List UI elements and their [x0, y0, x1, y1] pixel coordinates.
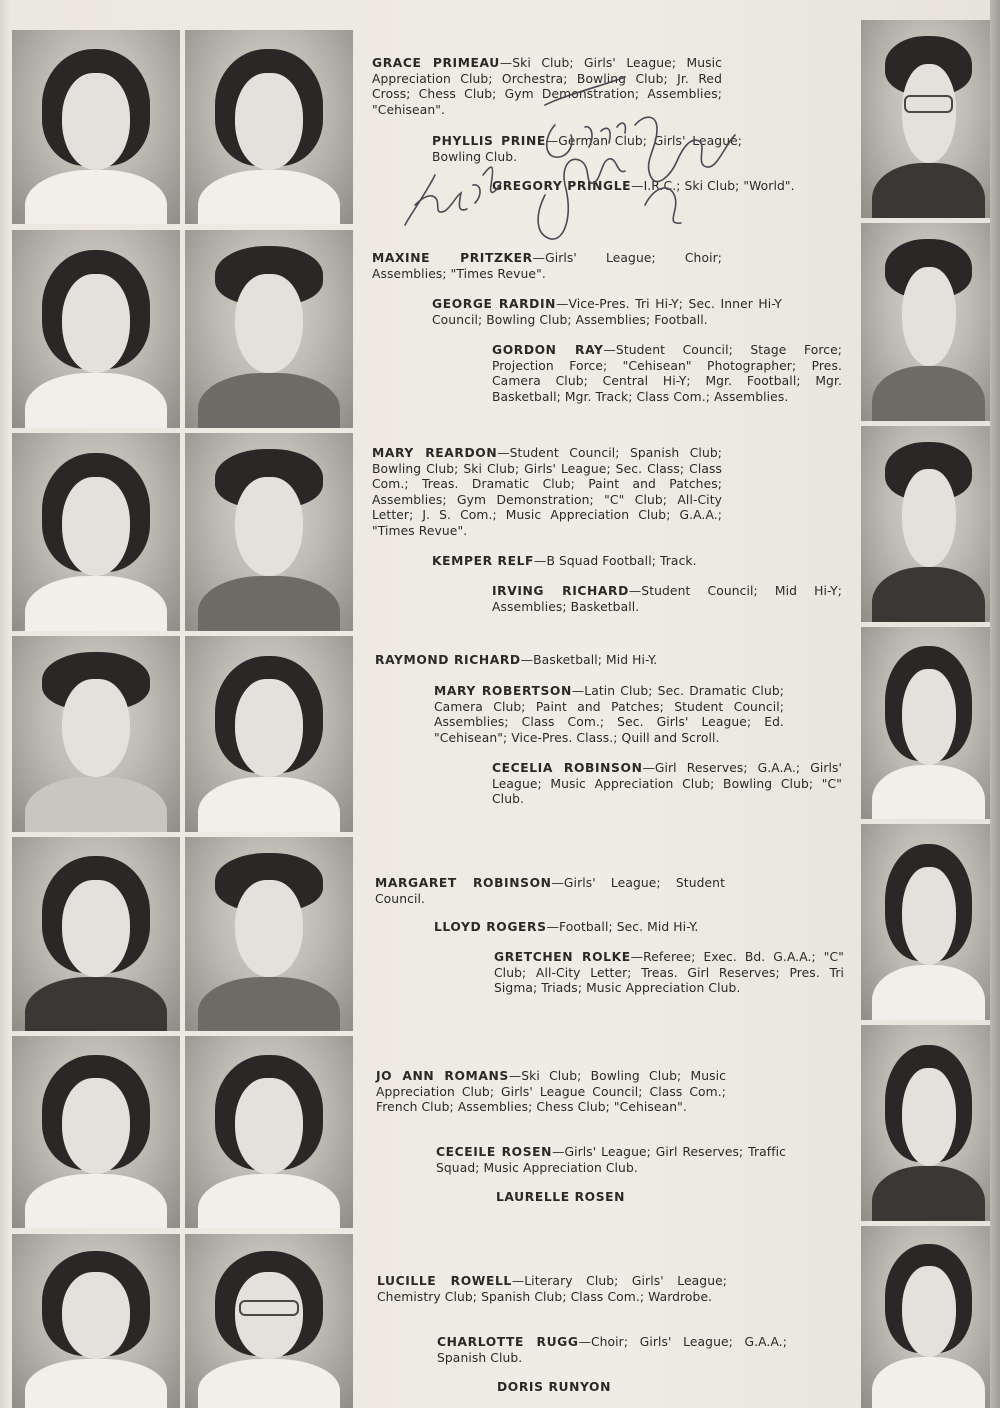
student-entry — [496, 1190, 796, 1206]
student-activities: —Basketball; Mid Hi-Y. — [520, 653, 658, 667]
portrait-photo — [12, 1234, 180, 1408]
student-entry — [375, 876, 725, 907]
portrait-photo — [12, 837, 180, 1031]
student-activities: —German Club; Girls' League; Bowling Club. — [432, 134, 742, 164]
student-activities: —B Squad Football; Track. — [534, 554, 697, 568]
portrait-photo — [12, 230, 180, 428]
student-name: CECELIA ROBINSON — [492, 761, 643, 775]
student-name: LUCILLE ROWELL — [377, 1274, 512, 1288]
portrait-photo — [12, 636, 180, 832]
student-entry — [434, 920, 784, 936]
student-entry — [377, 1274, 727, 1305]
student-activities: —Latin Club; Sec. Dramatic Club; Camera Club; Paint and Patches; Student Council; Assemblies; Class Com.; Sec. Girls' League; Ed. "Cehisean"; Vice-Pres. Class.; Quill and Scroll. — [434, 684, 784, 745]
student-name: GRACE PRIMEAU — [372, 56, 500, 70]
student-entry — [432, 134, 742, 165]
portrait-photo — [12, 1036, 180, 1228]
student-activities: —Choir; Girls' League; G.A.A.; Spanish Club. — [437, 1335, 787, 1365]
student-name: CHARLOTTE RUGG — [437, 1335, 579, 1349]
student-activities: —Student Council; Mid Hi-Y; Assemblies; Basketball. — [492, 584, 842, 614]
portrait-photo — [12, 433, 180, 631]
student-entry — [432, 297, 782, 328]
student-name: GREGORY PRINGLE — [492, 179, 632, 193]
student-activities: —Football; Sec. Mid Hi-Y. — [546, 920, 699, 934]
student-name: PHYLLIS PRINE — [432, 134, 546, 148]
portrait-photo — [185, 837, 353, 1031]
student-entry — [492, 761, 842, 808]
student-entry — [376, 1069, 726, 1116]
portrait-photo — [861, 223, 996, 421]
portrait-photo — [861, 1226, 996, 1408]
student-entry — [437, 1335, 787, 1366]
student-activities: —Literary Club; Girls' League; Chemistry Club; Spanish Club; Class Com.; Wardrobe. — [377, 1274, 727, 1304]
student-entry — [492, 179, 842, 195]
portrait-photo — [185, 1036, 353, 1228]
student-activities: —Student Council; Stage Force; Projection Force; "Cehisean" Photographer; Pres. Camera Club; Central Hi-Y; Mgr. Football; Mgr. Basketball; Mgr. Track; Class Com.; Assemblies. — [492, 343, 843, 404]
student-name: CECEILE ROSEN — [436, 1145, 553, 1159]
student-name: LLOYD ROGERS — [434, 920, 547, 934]
portrait-photo — [185, 30, 353, 224]
student-name: GRETCHEN ROLKE — [494, 950, 631, 964]
student-entry — [434, 684, 784, 746]
student-name: GORDON RAY — [492, 343, 604, 357]
student-entry — [372, 251, 722, 282]
student-activities: —Girls' League; Choir; Assemblies; "Times Revue". — [372, 251, 722, 281]
student-activities: —Referee; Exec. Bd. G.A.A.; "C" Club; All-City Letter; Treas. Girl Reserves; Pres. Tri Sigma; Triads; Music Appreciation Club. — [494, 950, 844, 995]
portrait-photo — [185, 433, 353, 631]
portrait-photo — [185, 636, 353, 832]
student-activities: —Vice-Pres. Tri Hi-Y; Sec. Inner Hi-Y Council; Bowling Club; Assemblies; Football. — [432, 297, 782, 327]
student-name: GEORGE RARDIN — [432, 297, 557, 311]
student-entry — [432, 554, 782, 570]
student-entry — [372, 446, 722, 539]
student-entry — [494, 950, 844, 997]
student-name: MAXINE PRITZKER — [372, 251, 533, 265]
student-activities: —Ski Club; Bowling Club; Music Appreciation Club; Girls' League Council; Class Com.; French Club; Assemblies; Chess Club; "Cehisean". — [376, 1069, 726, 1114]
portrait-photo — [861, 1025, 996, 1221]
student-entry — [372, 56, 722, 118]
student-name: RAYMOND RICHARD — [375, 653, 521, 667]
student-name: DORIS RUNYON — [497, 1380, 611, 1394]
portrait-photo — [12, 30, 180, 224]
student-entry — [436, 1145, 786, 1176]
portrait-photo — [861, 20, 996, 218]
student-entry — [375, 653, 725, 669]
student-name: MARGARET ROBINSON — [375, 876, 552, 890]
student-activities: —Girls' League; Student Council. — [375, 876, 725, 906]
student-name: MARY ROBERTSON — [434, 684, 572, 698]
student-name: LAURELLE ROSEN — [496, 1190, 626, 1204]
student-entry — [492, 584, 842, 615]
portrait-photo — [861, 426, 996, 622]
student-name: JO ANN ROMANS — [376, 1069, 509, 1083]
student-activities: —Girls' League; Girl Reserves; Traffic Squad; Music Appreciation Club. — [436, 1145, 786, 1175]
student-name: KEMPER RELF — [432, 554, 535, 568]
portrait-photo — [185, 1234, 353, 1408]
student-entry — [492, 343, 842, 405]
portrait-photo — [185, 230, 353, 428]
student-activities: —Student Council; Spanish Club; Bowling Club; Ski Club; Girls' League; Sec. Class; Class Com.; Treas. Dramatic Club; Paint and Patches; Assemblies; Gym Demonstration; "C" Club; All-City Letter; J. S. Com.; Music Appreciation Club; G.A.A.; "Times Revue". — [372, 446, 722, 538]
student-name: IRVING RICHARD — [492, 584, 629, 598]
portrait-photo — [861, 627, 996, 819]
portrait-photo — [861, 824, 996, 1020]
student-entry — [497, 1380, 797, 1396]
student-name: MARY REARDON — [372, 446, 498, 460]
student-activities: —I.R.C.; Ski Club; "World". — [631, 179, 795, 193]
student-activities: —Girl Reserves; G.A.A.; Girls' League; Music Appreciation Club; Bowling Club; "C" Club. — [492, 761, 842, 806]
page-edge — [990, 0, 1000, 1408]
student-activities: —Ski Club; Girls' League; Music Appreciation Club; Orchestra; Bowling Club; Jr. Red Cross; Chess Club; Gym Demonstration; Assemblies; "Cehisean". — [372, 56, 723, 117]
